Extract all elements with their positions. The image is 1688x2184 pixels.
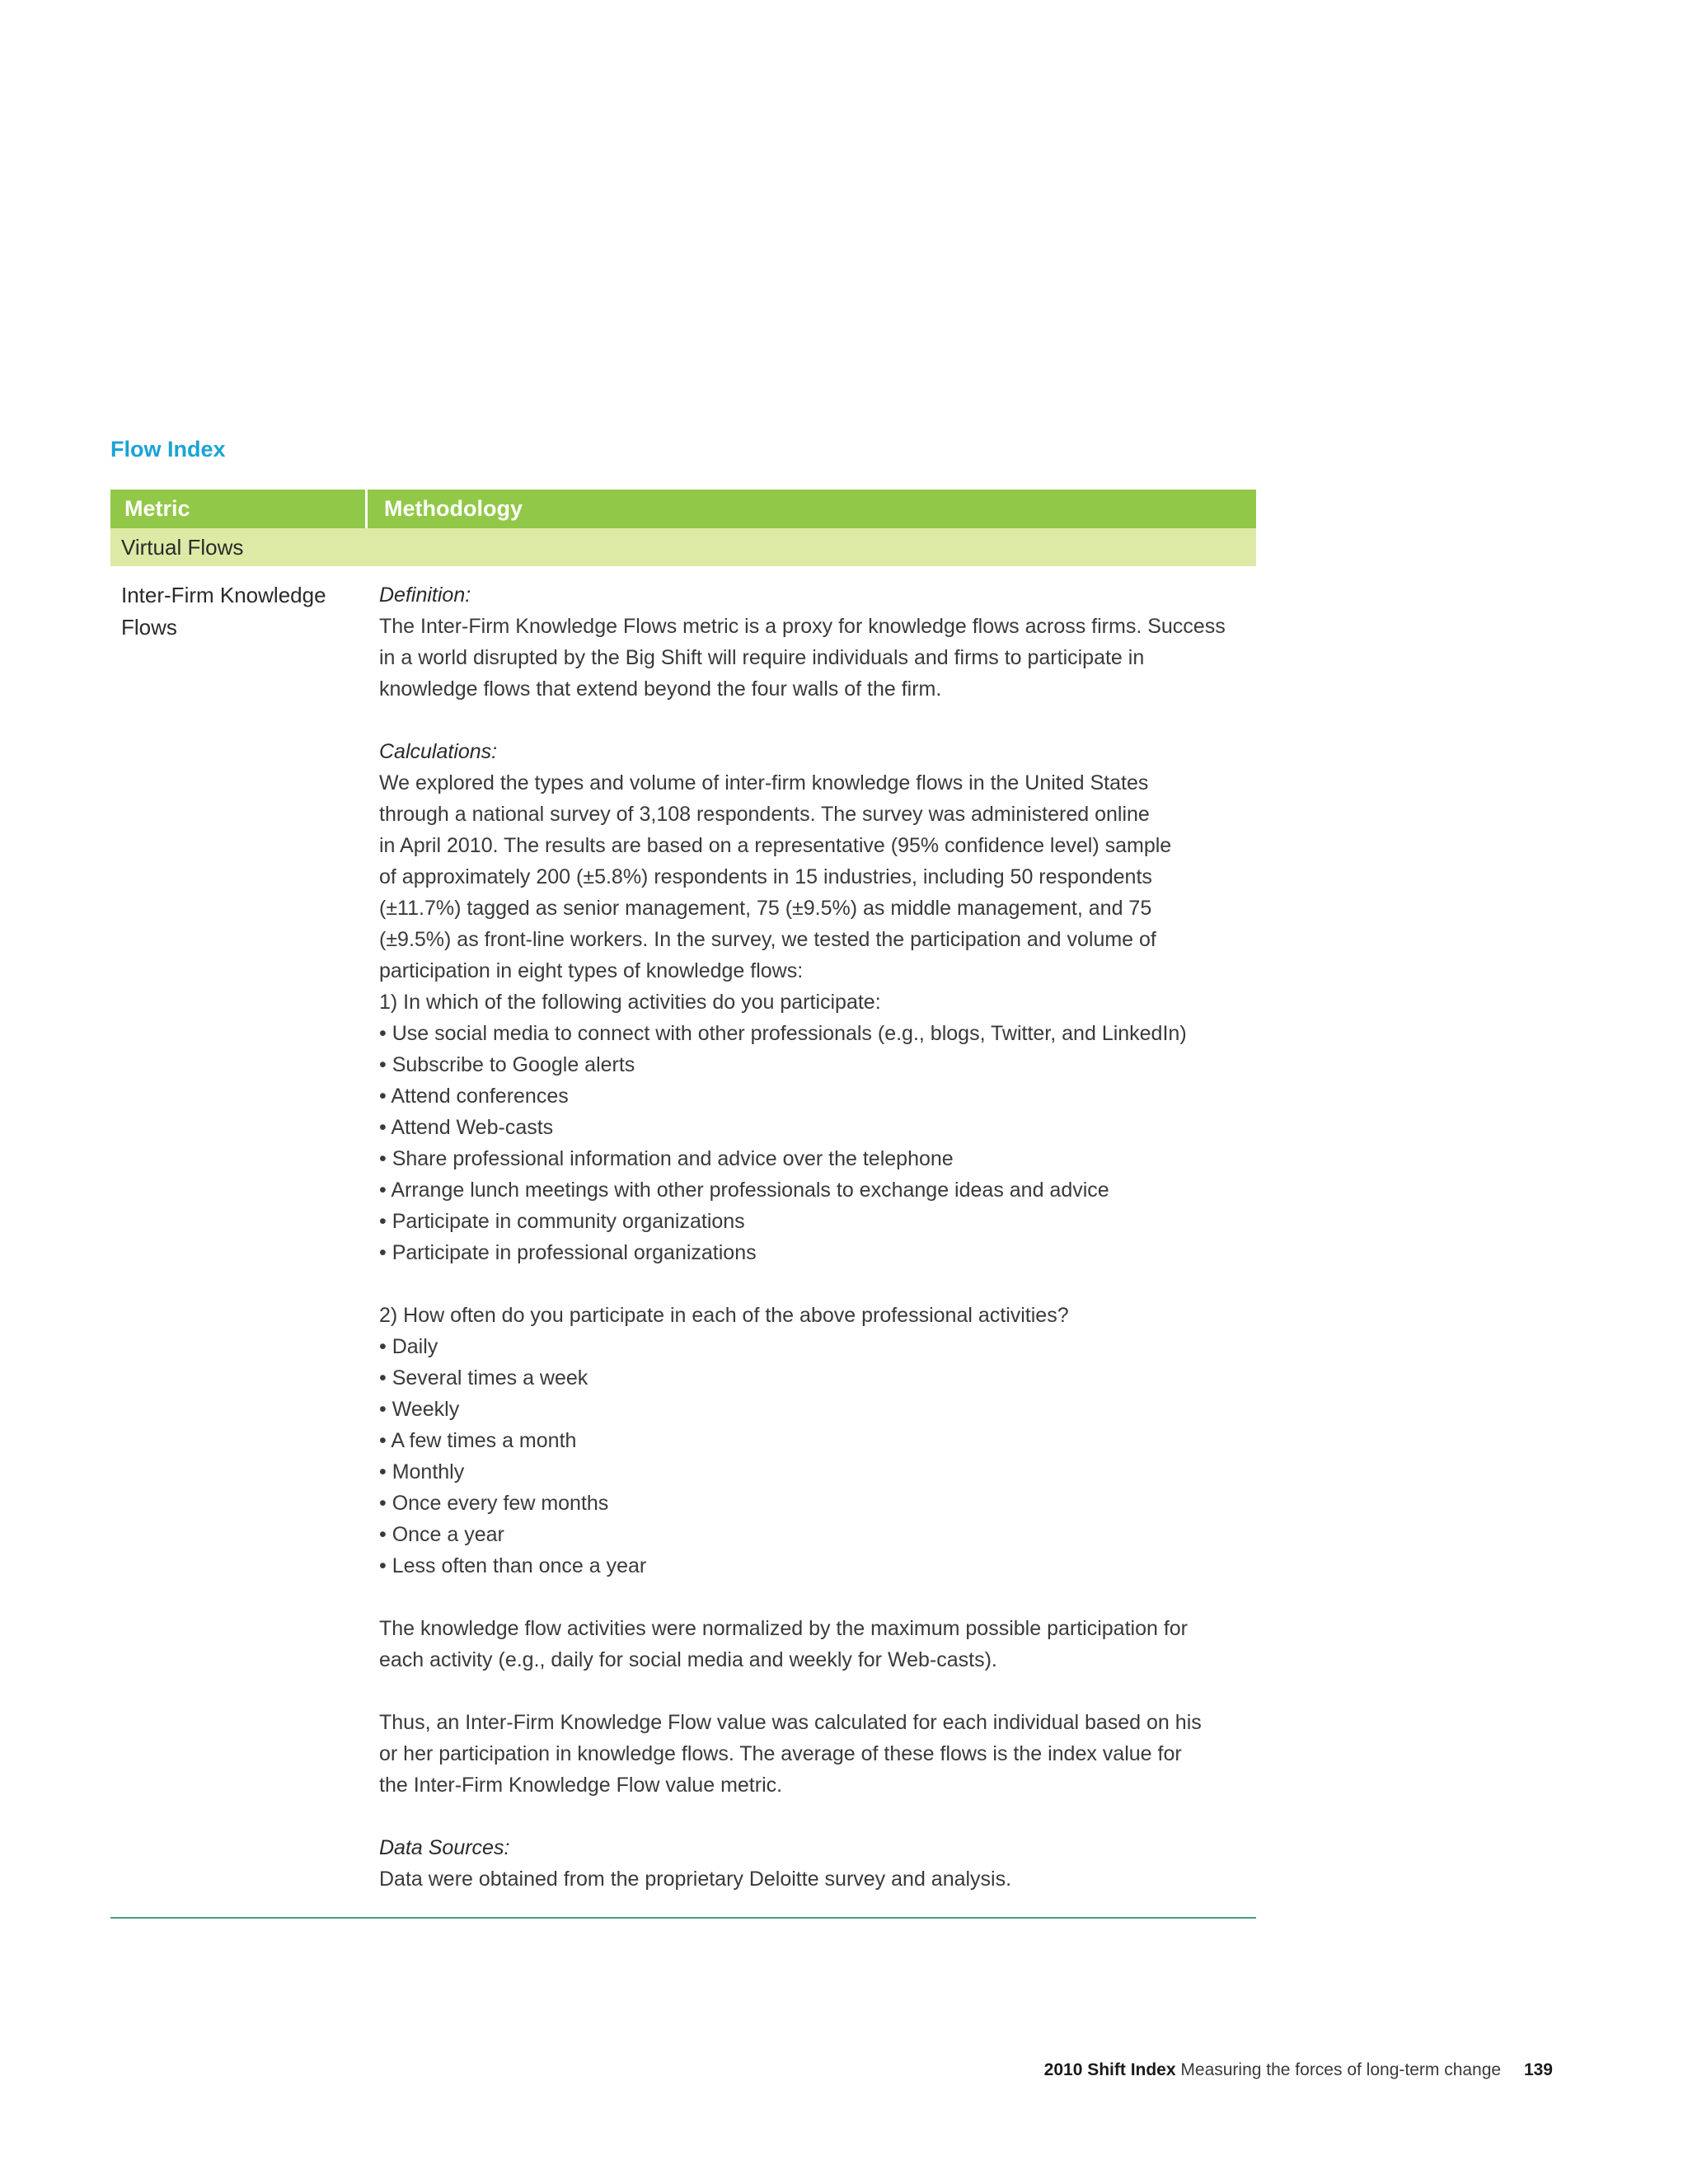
header-methodology: Methodology: [384, 496, 523, 521]
page-footer: [1044, 2060, 1553, 2080]
frequency-item: • Less often than once a year: [379, 1554, 647, 1577]
activity-item: • Attend conferences: [379, 1085, 569, 1108]
methodology-cell: [379, 579, 1253, 1895]
table-header: [110, 490, 1256, 528]
calculation-summary-line: the Inter-Firm Knowledge Flow value metric.: [379, 1774, 783, 1797]
normalization-line: each activity (e.g., daily for social media and weekly for Web-casts).: [379, 1648, 997, 1671]
definition-heading: Definition:: [379, 583, 471, 607]
normalization-line: The knowledge flow activities were normalized by the maximum possible participation for: [379, 1617, 1188, 1640]
activity-item: • Attend Web-casts: [379, 1116, 554, 1139]
calculations-line: (±9.5%) as front-line workers. In the survey, we tested the participation and volume of: [379, 928, 1156, 951]
frequency-item: • Weekly: [379, 1398, 460, 1421]
calculations-line: participation in eight types of knowledge flows:: [379, 959, 804, 982]
section-title: Flow Index: [110, 437, 226, 462]
table-row: [110, 566, 1256, 1926]
footer-brand: 2010 Shift Index: [1043, 2060, 1176, 2079]
question-1: 1) In which of the following activities do you participate:: [379, 991, 881, 1014]
question-2: 2) How often do you participate in each of the above professional activities?: [379, 1304, 1069, 1327]
footer-tagline: Measuring the forces of long-term change: [1180, 2060, 1502, 2079]
data-sources-text: Data were obtained from the proprietary Deloitte survey and analysis.: [379, 1868, 1012, 1891]
activity-item: • Subscribe to Google alerts: [379, 1053, 635, 1076]
metric-name-line: Flows: [121, 615, 177, 640]
frequency-item: • Several times a week: [379, 1366, 588, 1390]
metric-name: [121, 579, 360, 644]
activity-item: • Use social media to connect with other professionals (e.g., blogs, Twitter, and LinkedIn): [379, 1022, 1187, 1045]
activity-item: • Share professional information and advice over the telephone: [379, 1147, 954, 1170]
calculations-heading: Calculations:: [379, 740, 498, 763]
calculation-summary-line: Thus, an Inter-Firm Knowledge Flow value was calculated for each individual based on his: [379, 1711, 1202, 1734]
activity-item: • Participate in professional organizations: [379, 1241, 757, 1264]
calculations-line: through a national survey of 3,108 respondents. The survey was administered online: [379, 803, 1150, 826]
calculations-line: in April 2010. The results are based on a representative (95% confidence level) sample: [379, 834, 1172, 857]
calculations-line: (±11.7%) tagged as senior management, 75 (±9.5%) as middle management, and 75: [379, 897, 1152, 920]
definition-line: The Inter-Firm Knowledge Flows metric is a proxy for knowledge flows across firms. Success: [379, 615, 1226, 638]
methodology-table: [110, 490, 1256, 1926]
header-metric: Metric: [110, 490, 368, 528]
activity-item: • Arrange lunch meetings with other professionals to exchange ideas and advice: [379, 1179, 1109, 1202]
definition-line: in a world disrupted by the Big Shift will require individuals and firms to participate in: [379, 646, 1145, 669]
frequency-item: • Monthly: [379, 1460, 465, 1483]
data-sources-heading: Data Sources:: [379, 1836, 510, 1859]
page-number: 139: [1523, 2060, 1553, 2079]
frequency-item: • Once a year: [379, 1523, 504, 1546]
table-bottom-divider: [110, 1917, 1256, 1919]
activity-item: • Participate in community organizations: [379, 1210, 745, 1233]
frequency-item: • A few times a month: [379, 1429, 577, 1452]
group-row-virtual-flows: Virtual Flows: [110, 528, 1256, 566]
calculation-summary-line: or her participation in knowledge flows. The average of these flows is the index value for: [379, 1742, 1182, 1765]
calculations-line: We explored the types and volume of inter-firm knowledge flows in the United States: [379, 771, 1149, 794]
frequency-item: • Daily: [379, 1335, 438, 1358]
metric-name-line: Inter-Firm Knowledge: [121, 583, 326, 607]
frequency-item: • Once every few months: [379, 1492, 609, 1515]
definition-line: knowledge flows that extend beyond the four walls of the firm.: [379, 677, 942, 701]
calculations-line: of approximately 200 (±5.8%) respondents in 15 industries, including 50 respondents: [379, 865, 1152, 888]
